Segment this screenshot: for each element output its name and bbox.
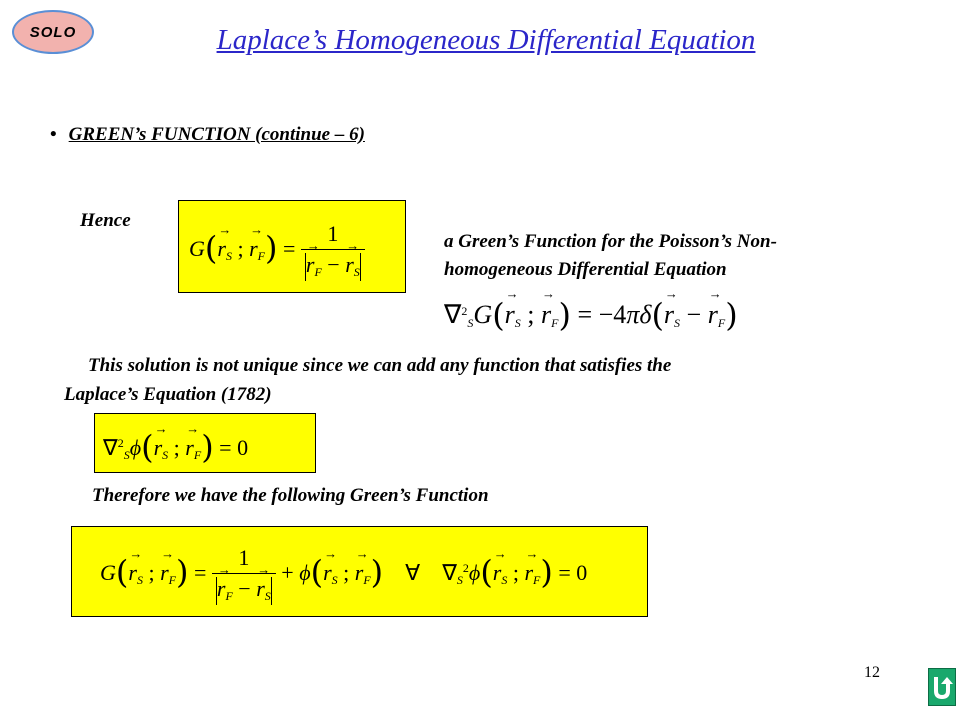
solution-line2: Laplace’s Equation (1782) (64, 384, 272, 405)
general-green-function-box (71, 526, 648, 617)
poisson-equation: $\nabla^2_SG(\to r_S$ ; → $r_F) = -4\pi\delta(\to r_S$ − → $r_F$) (444, 296, 738, 334)
bullet-symbol: • (50, 124, 57, 145)
solution-line1: This solution is not unique since we can add any function that satisfies the (88, 355, 672, 376)
bullet-text: GREEN’s FUNCTION (continue – 6) (68, 124, 365, 145)
bullet-heading (50, 124, 365, 146)
green-function-equation: $G(\to r_S$ ; → $r_F$) = 1 → $r_F$ − → $r_S$ (189, 221, 365, 281)
therefore-text: Therefore we have the following Green’s Function (92, 485, 489, 506)
home-return-icon (931, 673, 953, 701)
laplace-equation-box (94, 413, 316, 473)
green-function-box (178, 200, 406, 293)
green-description-line1: a Green’s Function for the Poisson’s Non- (444, 231, 777, 252)
general-green-function-equation: $G(\to r_S$ ; → $r_F$) = 1 → $r_F$ − → $r_S$ + $\phi(\to r_S$ ; → $r_F$) ∀ $\nabla_S^2\phi(\to r_S$ ; → $r_F) = 0$ (100, 545, 587, 605)
slide-title: Laplace’s Homogeneous Differential Equation (216, 24, 756, 56)
hence-label: Hence (80, 210, 131, 231)
green-description-line2: homogeneous Differential Equation (444, 259, 727, 280)
green-description (444, 228, 777, 284)
solo-badge-label: SOLO (29, 23, 77, 41)
page-number: 12 (864, 664, 880, 681)
laplace-equation: $\nabla^2_S\phi(\to r_S$ ; → $r_F) = 0$ (103, 428, 248, 466)
home-return-button[interactable] (928, 668, 956, 706)
